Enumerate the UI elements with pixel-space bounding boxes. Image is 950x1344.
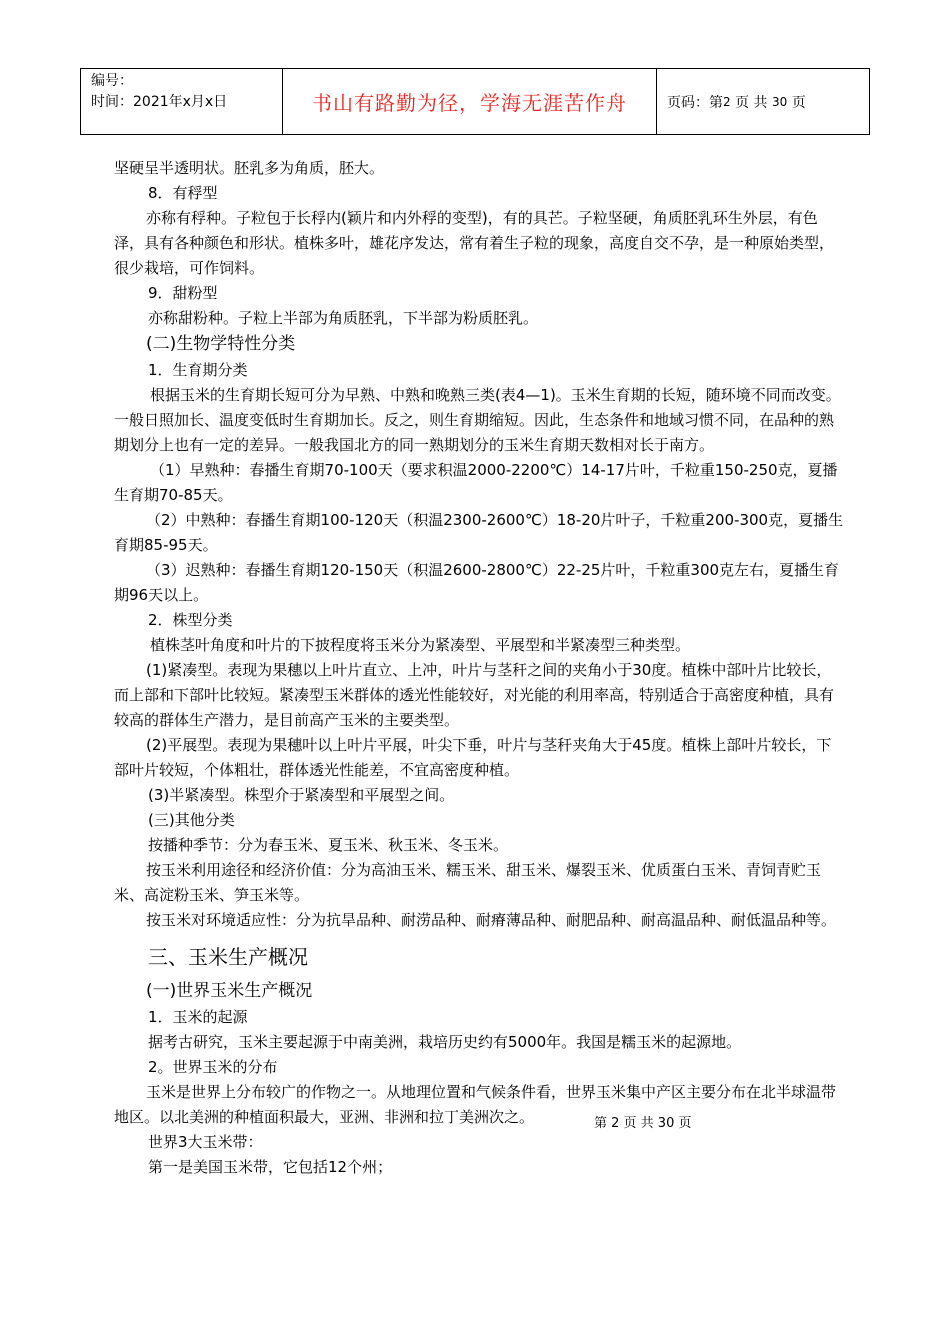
paragraph: 按玉米利用途径和经济价值：分为高油玉米、糯玉米、甜玉米、爆裂玉米、优质蛋白玉米、青饲青贮玉米、高淀粉玉米、笋玉米等。 <box>114 861 822 904</box>
paragraph: 2．株型分类 <box>148 611 233 629</box>
paragraph: 世界3大玉米带： <box>148 1133 263 1151</box>
paragraph: (3)半紧凑型。株型介于紧凑型和平展型之间。 <box>148 786 455 804</box>
paragraph: 据考古研究，玉米主要起源于中南美洲，栽培历史约有5000年。我国是糯玉米的起源地。 <box>148 1033 742 1051</box>
header-meta-cell <box>81 69 283 134</box>
subsection-heading: (一)世界玉米生产概况 <box>146 981 313 1001</box>
paragraph: 坚硬呈半透明状。胚乳多为角质，胚大。 <box>114 159 385 177</box>
code-label: 编号： <box>91 73 133 89</box>
page-mid: 页 共 <box>735 94 768 111</box>
page-total: 30 <box>772 94 788 109</box>
paragraph: 根据玉米的生育期长短可分为早熟、中熟和晚熟三类(表4—1)。玉米生育期的长短，随环境不同而改变。一般日照加长、温度变低时生育期加长。反之，则生育期缩短。因此，生态条件和地域习惯不同，在品种的熟期划分上也有一定的差异。一般我国北方的同一熟期划分的玉米生育期天数相对长于南方。 <box>114 386 841 454</box>
paragraph: 1．生育期分类 <box>148 361 248 379</box>
paragraph: (1)紧凑型。表现为果穗以上叶片直立、上冲，叶片与茎秆之间的夹角小于30度。植株中部叶片比较长，而上部和下部叶比较短。紧凑型玉米群体的透光性能较好，对光能的利用率高，特别适合于高密度种植，具有较高的群体生产潜力，是目前高产玉米的主要类型。 <box>114 661 835 729</box>
paragraph: 9．甜粉型 <box>148 284 218 302</box>
paragraph: 2。世界玉米的分布 <box>148 1058 278 1076</box>
paragraph: （1）早熟种：春播生育期70-100天（要求积温2000-2200℃）14-17片叶，千粒重150-250克，夏播生育期70-85天。 <box>114 461 838 504</box>
paragraph: 植株茎叶角度和叶片的下披程度将玉米分为紧凑型、平展型和半紧凑型三种类型。 <box>150 636 691 654</box>
time-label: 时间：2021年x月x日 <box>91 94 228 110</box>
page-prefix: 页码：第 <box>667 94 723 111</box>
paragraph: 第一是美国玉米带，它包括12个州； <box>148 1158 393 1176</box>
paragraph: 1．玉米的起源 <box>148 1008 248 1026</box>
paragraph: 亦称甜粉种。子粒上半部为角质胚乳，下半部为粉质胚乳。 <box>148 309 539 327</box>
paragraph: 亦称有稃种。子粒包于长稃内(颖片和内外稃的变型)，有的具芒。子粒坚硬，角质胚乳环生外层，有色泽，具有各种颜色和形状。植株多叶，雄花序发达，常有着生子粒的现象，高度自交不孕，是一种原始类型，很少栽培，可作饲料。 <box>114 209 835 277</box>
paragraph: 8．有稃型 <box>148 184 218 202</box>
page-indicator <box>657 69 869 134</box>
motto: 书山有路勤为径，学海无涯苦作舟 <box>283 69 657 134</box>
paragraph: (2)平展型。表现为果穗叶以上叶片平展，叶尖下垂，叶片与茎秆夹角大于45度。植株上部叶片较长，下部叶片较短，个体粗壮，群体透光性能差，不宜高密度种植。 <box>114 736 832 779</box>
page-no: 2 <box>723 94 731 109</box>
paragraph: （2）中熟种：春播生育期100-120天（积温2300-2600℃）18-20片叶子，千粒重200-300克，夏播生育期85-95天。 <box>114 511 844 554</box>
header-table <box>80 68 870 135</box>
page-suffix: 页 <box>791 94 806 111</box>
page-footer: 第 2 页 共 30 页 <box>594 1116 692 1131</box>
document-body <box>114 156 844 1180</box>
paragraph: (三)其他分类 <box>148 811 235 829</box>
section-heading: 三、玉米生产概况 <box>148 945 308 969</box>
subsection-heading: (二)生物学特性分类 <box>146 334 296 354</box>
paragraph: 按玉米对环境适应性：分为抗旱品种、耐涝品种、耐瘠薄品种、耐肥品种、耐高温品种、耐低温品种等。 <box>146 911 837 929</box>
paragraph: 玉米是世界上分布较广的作物之一。从地理位置和气候条件看，世界玉米集中产区主要分布在北半球温带地区。以北美洲的种植面积最大，亚洲、非洲和拉丁美洲次之。 <box>114 1083 837 1126</box>
paragraph: 按播种季节：分为春玉米、夏玉米、秋玉米、冬玉米。 <box>148 836 509 854</box>
paragraph: （3）迟熟种：春播生育期120-150天（积温2600-2800℃）22-25片叶，千粒重300克左右，夏播生育期96天以上。 <box>114 561 840 604</box>
